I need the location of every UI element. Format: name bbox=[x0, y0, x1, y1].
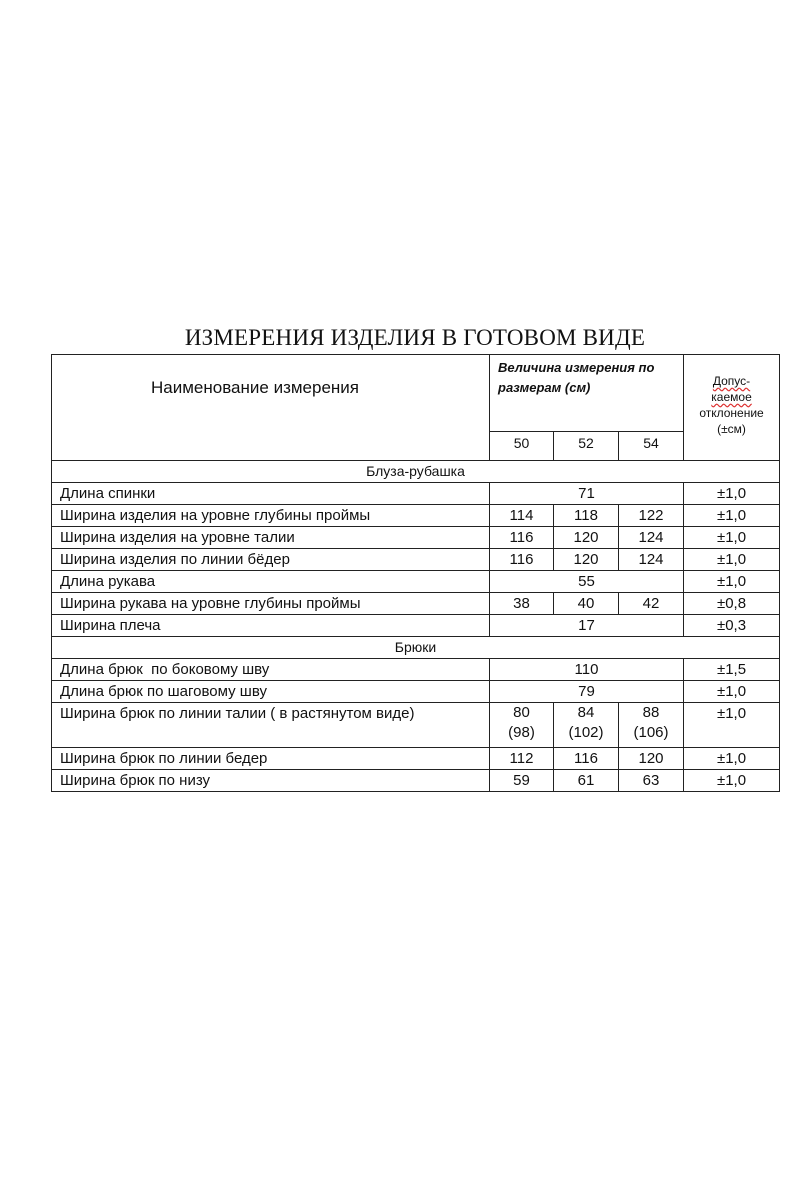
row-value-50: 59 bbox=[490, 770, 554, 792]
row-name: Ширина рукава на уровне глубины проймы bbox=[52, 593, 490, 615]
row-value-50: 114 bbox=[490, 505, 554, 527]
size-header-50: 50 bbox=[490, 432, 554, 461]
table-row bbox=[52, 505, 780, 527]
row-value-merged: 110 bbox=[490, 659, 684, 681]
row-value-merged: 79 bbox=[490, 681, 684, 703]
value-stretched: (98) bbox=[508, 724, 535, 741]
tolerance-header-line4: (±см) bbox=[717, 422, 746, 436]
row-value-50: 112 bbox=[490, 748, 554, 770]
table-row bbox=[52, 615, 780, 637]
row-tolerance: ±1,0 bbox=[684, 505, 780, 527]
row-name: Ширина брюк по линии талии ( в растянутом виде) bbox=[52, 703, 490, 748]
row-value-54 bbox=[619, 703, 684, 748]
row-value-50: 38 bbox=[490, 593, 554, 615]
row-value-merged: 71 bbox=[490, 483, 684, 505]
row-name: Длина брюк по шаговому шву bbox=[52, 681, 490, 703]
row-value-54: 42 bbox=[619, 593, 684, 615]
row-tolerance: ±0,8 bbox=[684, 593, 780, 615]
row-value-52: 40 bbox=[554, 593, 619, 615]
row-name: Длина рукава bbox=[52, 571, 490, 593]
size-header-54: 54 bbox=[619, 432, 684, 461]
row-tolerance: ±1,0 bbox=[684, 483, 780, 505]
row-name: Ширина изделия на уровне глубины проймы bbox=[52, 505, 490, 527]
row-value-54: 122 bbox=[619, 505, 684, 527]
row-value-54: 124 bbox=[619, 549, 684, 571]
row-value-52: 120 bbox=[554, 527, 619, 549]
header-size-column: Величина измерения по размерам (см) bbox=[490, 355, 684, 432]
row-tolerance: ±1,5 bbox=[684, 659, 780, 681]
row-value-54: 63 bbox=[619, 770, 684, 792]
table-row bbox=[52, 703, 780, 748]
row-name: Ширина изделия по линии бёдер bbox=[52, 549, 490, 571]
tolerance-header-line1: Допус- bbox=[712, 374, 751, 388]
row-tolerance: ±1,0 bbox=[684, 703, 780, 748]
row-value-52: 116 bbox=[554, 748, 619, 770]
row-value-52 bbox=[554, 703, 619, 748]
value-stretched: (106) bbox=[633, 724, 669, 741]
row-value-54: 120 bbox=[619, 748, 684, 770]
table-row bbox=[52, 483, 780, 505]
row-value-50: 116 bbox=[490, 549, 554, 571]
row-name: Ширина изделия на уровне талии bbox=[52, 527, 490, 549]
header-name-column: Наименование измерения bbox=[52, 355, 490, 461]
value-relaxed: 84 bbox=[577, 704, 595, 721]
row-value-52: 118 bbox=[554, 505, 619, 527]
size-header-52: 52 bbox=[554, 432, 619, 461]
table-row bbox=[52, 681, 780, 703]
row-value-52: 120 bbox=[554, 549, 619, 571]
row-value-52: 61 bbox=[554, 770, 619, 792]
tolerance-header-line3: отклонение bbox=[699, 406, 764, 420]
table-row bbox=[52, 549, 780, 571]
row-tolerance: ±1,0 bbox=[684, 571, 780, 593]
value-relaxed: 88 bbox=[642, 704, 660, 721]
row-tolerance: ±1,0 bbox=[684, 527, 780, 549]
table-row bbox=[52, 571, 780, 593]
row-tolerance: ±1,0 bbox=[684, 681, 780, 703]
tolerance-header-line2: каемое bbox=[711, 390, 752, 404]
row-tolerance: ±1,0 bbox=[684, 748, 780, 770]
value-relaxed: 80 bbox=[513, 704, 530, 721]
row-name: Длина брюк по боковому шву bbox=[52, 659, 490, 681]
row-tolerance: ±0,3 bbox=[684, 615, 780, 637]
page-title: ИЗМЕРЕНИЯ ИЗДЕЛИЯ В ГОТОВОМ ВИДЕ bbox=[184, 325, 646, 350]
row-value-50: 116 bbox=[490, 527, 554, 549]
row-name: Длина спинки bbox=[52, 483, 490, 505]
section-title: Блуза-рубашка bbox=[52, 461, 780, 483]
row-name: Ширина брюк по линии бедер bbox=[52, 748, 490, 770]
row-value-merged: 55 bbox=[490, 571, 684, 593]
row-name: Ширина брюк по низу bbox=[52, 770, 490, 792]
row-tolerance: ±1,0 bbox=[684, 549, 780, 571]
row-value-54: 124 bbox=[619, 527, 684, 549]
row-value-merged: 17 bbox=[490, 615, 684, 637]
header-tolerance-column bbox=[684, 355, 780, 461]
section-title: Брюки bbox=[52, 637, 780, 659]
table-row bbox=[52, 527, 780, 549]
table-row bbox=[52, 748, 780, 770]
row-tolerance: ±1,0 bbox=[684, 770, 780, 792]
table-row bbox=[52, 593, 780, 615]
row-value-50 bbox=[490, 703, 554, 748]
measurements-table bbox=[51, 354, 780, 792]
table-row bbox=[52, 659, 780, 681]
table-row bbox=[52, 770, 780, 792]
value-stretched: (102) bbox=[568, 724, 604, 741]
row-name: Ширина плеча bbox=[52, 615, 490, 637]
